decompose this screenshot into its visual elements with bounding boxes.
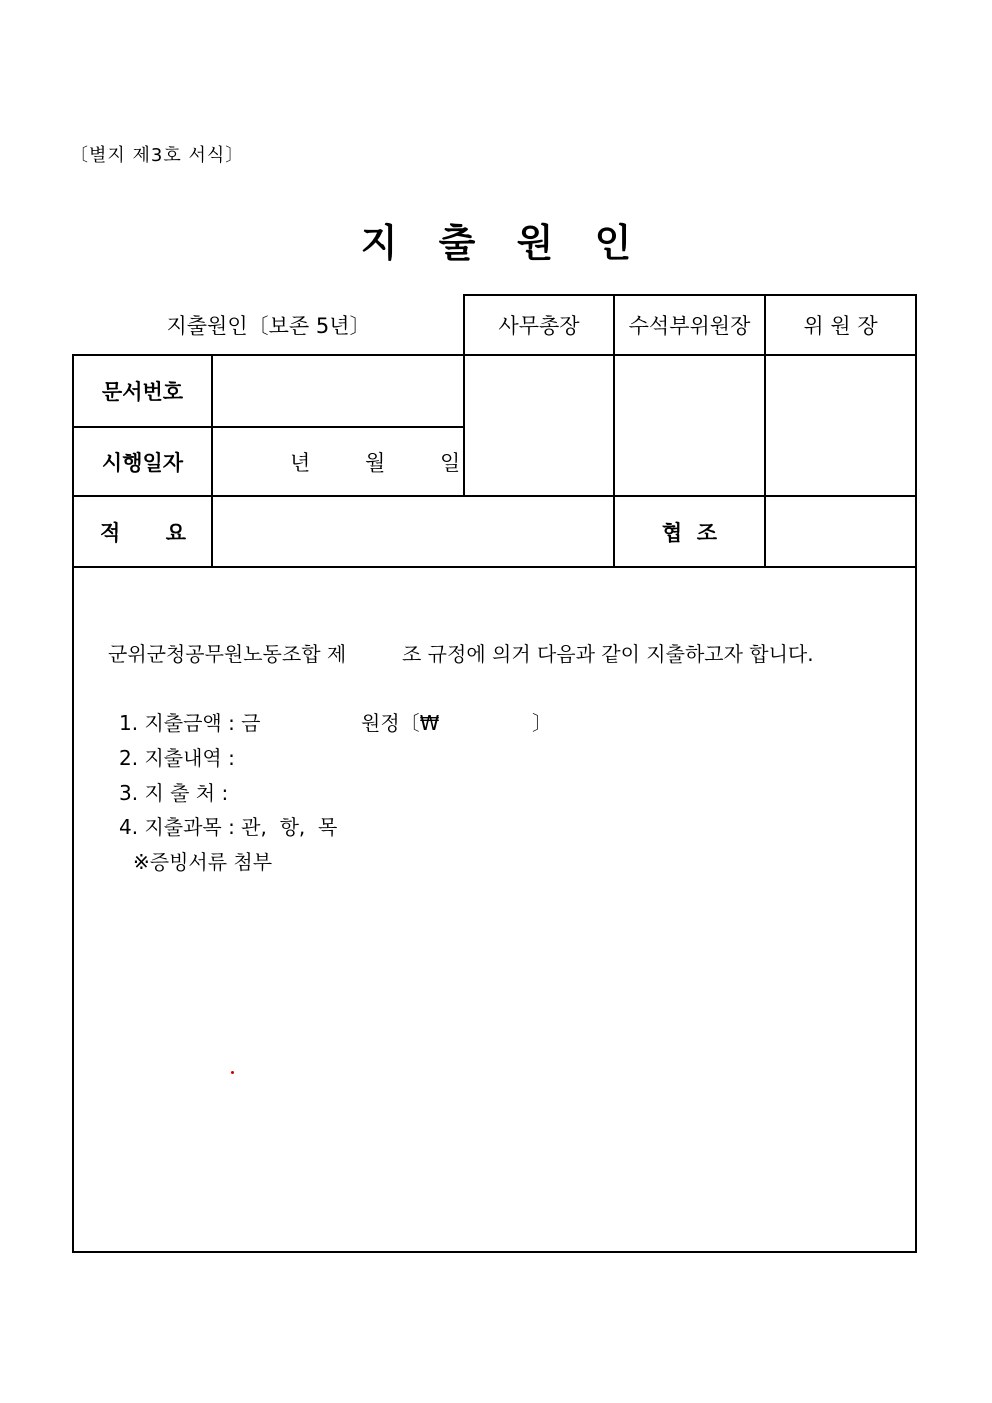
cooperation-field[interactable] (766, 497, 915, 566)
signature-box-senior-vice-chair[interactable] (615, 356, 764, 495)
form-number-label: 〔별지 제3호 서식〕 (70, 145, 245, 166)
date-year-label: 년 (290, 450, 311, 475)
title-char: 지 (360, 221, 398, 265)
title-char: 원 (516, 221, 554, 265)
approver-secretary-general: 사무총장 (498, 314, 580, 338)
summary-label (100, 497, 186, 566)
doc-number-label: 문서번호 (101, 380, 184, 404)
signature-box-chair[interactable] (766, 356, 915, 495)
intro-text-part: 군위군청공무원노동조합 제 (108, 642, 347, 666)
doc-number-field[interactable] (213, 356, 463, 426)
item-amount-label: 1. 지출금액 : 금 (119, 711, 261, 735)
title-char: 인 (594, 221, 632, 265)
date-day-label: 일 (440, 450, 461, 475)
intro-text-part: 조 규정에 의거 다음과 같이 지출하고자 합니다. (402, 642, 814, 666)
item-amount-close: 〕 (532, 711, 552, 735)
date-label: 시행일자 (101, 450, 184, 475)
grid-line (915, 294, 917, 1253)
approver-senior-vice-chair: 수석부위원장 (628, 314, 751, 338)
grid-line (72, 1251, 917, 1253)
item-amount-won: 원정〔₩ (361, 711, 440, 735)
page-title (0, 212, 992, 267)
summary-label-part: 요 (165, 520, 186, 545)
item-details: 2. 지출내역 : (119, 746, 235, 770)
item-account: 4. 지출과목 : 관, 항, 목 (119, 815, 338, 839)
form-name-label: 지출원인〔보존 5년〕 (166, 314, 371, 338)
grid-line (72, 566, 917, 568)
cooperation-label: 협 조 (661, 520, 718, 545)
red-mark (231, 1071, 234, 1074)
attachment-note: ※증빙서류 첨부 (133, 850, 273, 874)
title-char: 출 (438, 221, 476, 265)
approver-chair: 위 원 장 (803, 314, 878, 338)
date-month-label: 월 (365, 450, 386, 475)
summary-label-part: 적 (100, 520, 121, 545)
date-field[interactable] (213, 428, 463, 495)
item-payee: 3. 지 출 처 : (119, 781, 229, 805)
summary-field[interactable] (213, 497, 613, 566)
signature-box-secretary-general[interactable] (465, 356, 613, 495)
